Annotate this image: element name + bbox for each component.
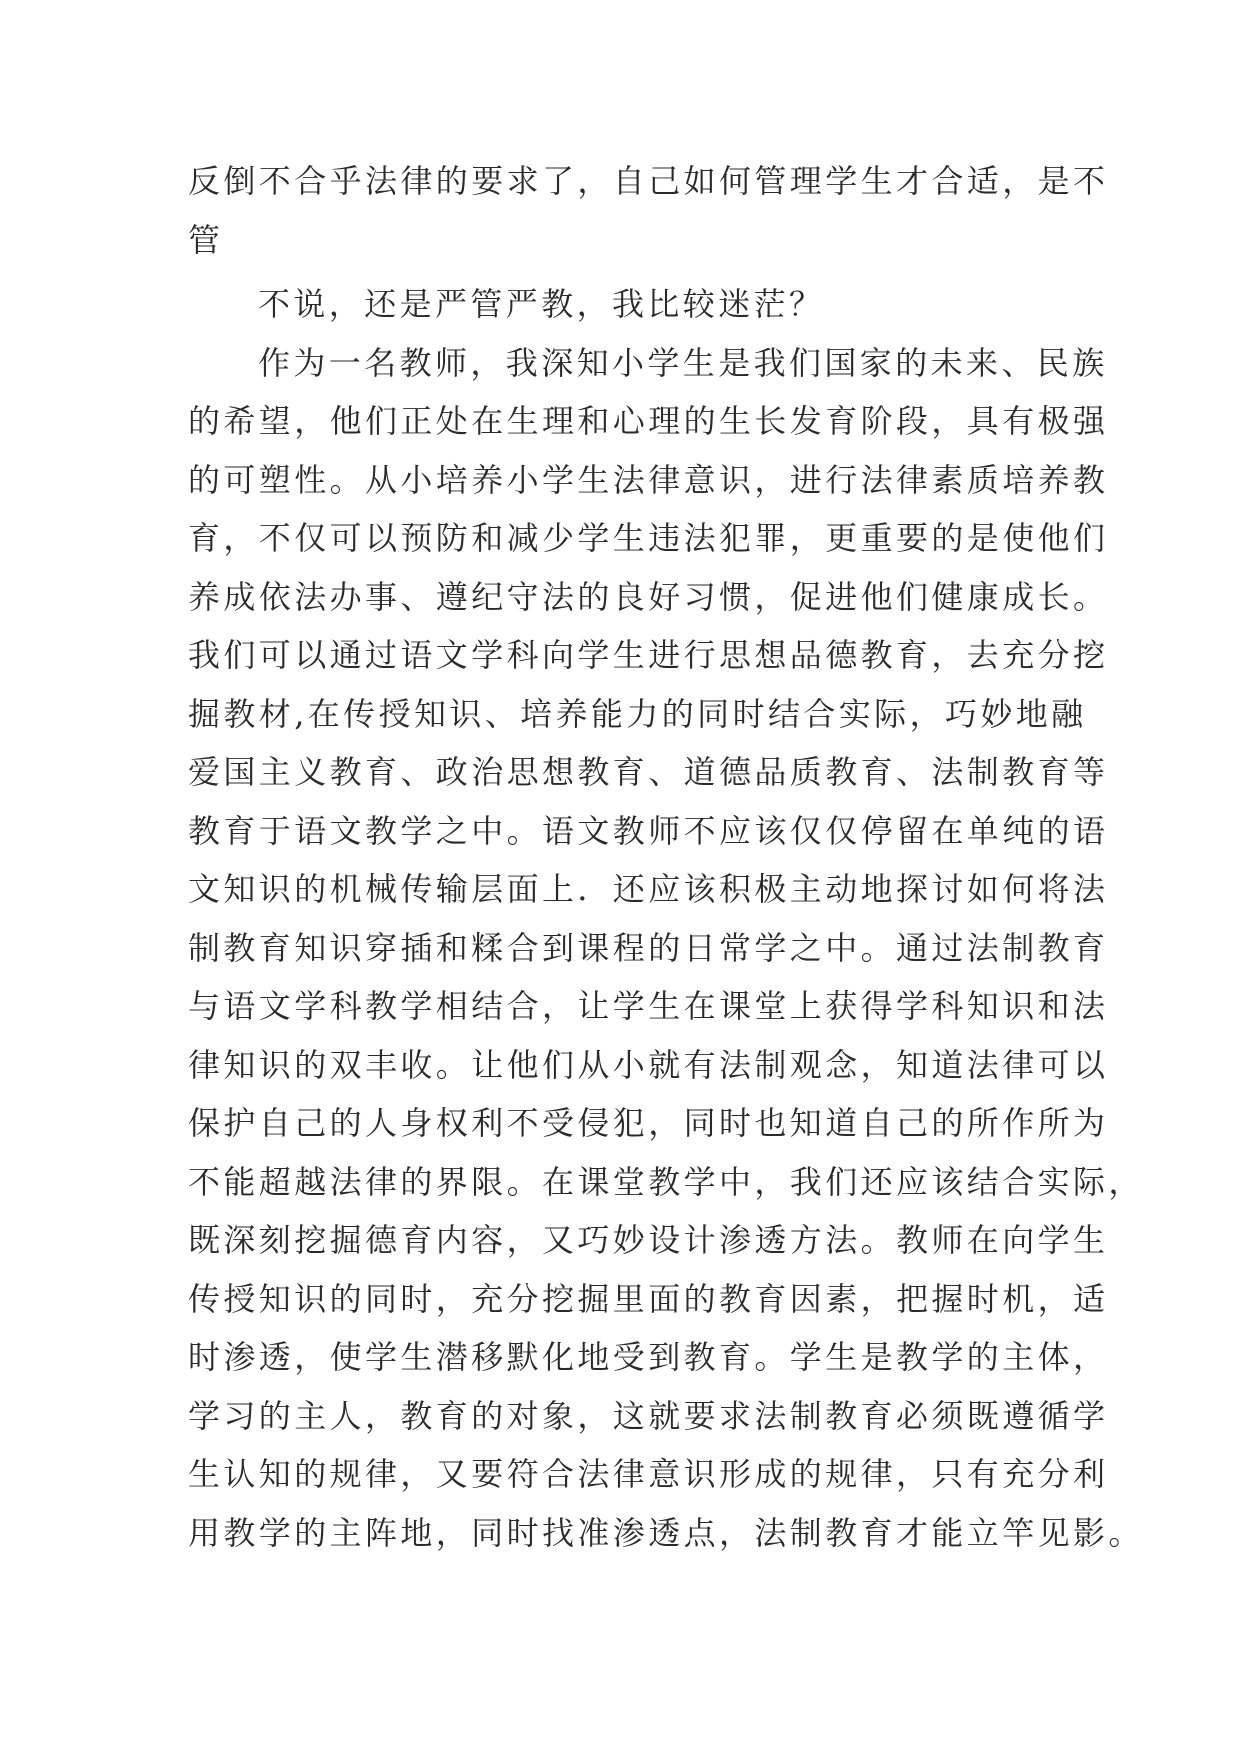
text-line: 育，不仅可以预防和减少学生违法犯罪，更重要的是使他们	[188, 519, 1109, 557]
text-line: 制教育知识穿插和糅合到课程的日常学之中。通过法制教育	[188, 928, 1109, 967]
text-line: 生认知的规律，又要符合法律意识形成的规律，只有充分利	[188, 1455, 1109, 1493]
text-line: 既深刻挖掘德育内容，又巧妙设计渗透方法。教师在向学生	[188, 1221, 1109, 1259]
text-line: 与语文学科教学相结合，让学生在课堂上获得学科知识和法	[188, 987, 1109, 1025]
text-line: 我们可以通过语文学科向学生进行思想品德教育，去充分挖	[188, 636, 1109, 674]
text-line: 不说，还是严管严教，我比较迷茫？	[258, 285, 825, 323]
text-line: 律知识的双丰收。让他们从小就有法制观念，知道法律可以	[188, 1045, 1109, 1084]
text-line: 不能超越法律的界限。在课堂教学中，我们还应该结合实际，	[188, 1162, 1144, 1201]
text-line: 文知识的机械传输层面上．还应该积极主动地探讨如何将法	[188, 870, 1109, 908]
text-line: 作为一名教师，我深知小学生是我们国家的未来、民族	[258, 343, 1108, 382]
text-line: 学习的主人，教育的对象，这就要求法制教育必须既遵循学	[188, 1396, 1109, 1435]
text-line: 爱国主义教育、政治思想教育、道德品质教育、法制教育等	[188, 753, 1109, 791]
text-line: 时渗透，使学生潜移默化地受到教育。学生是教学的主体，	[188, 1338, 1109, 1376]
text-line: 保护自己的人身权利不受侵犯，同时也知道自己的所作所为	[188, 1104, 1109, 1142]
text-line: 反倒不合乎法律的要求了，自己如何管理学生才合适，是不	[188, 162, 1109, 200]
text-line: 用教学的主阵地，同时找准渗透点，法制教育才能立竿见影。	[188, 1513, 1144, 1552]
text-line: 传授知识的同时，充分挖掘里面的教育因素，把握时机，适	[188, 1279, 1109, 1318]
text-line: 的可塑性。从小培养小学生法律意识，进行法律素质培养教	[188, 460, 1109, 499]
text-line: 管	[188, 220, 224, 259]
text-line: 教育于语文教学之中。语文教师不应该仅仅停留在单纯的语	[188, 811, 1109, 850]
text-line: 掘教材,在传授知识、培养能力的同时结合实际，巧妙地融	[188, 694, 1087, 733]
text-line: 养成依法办事、遵纪守法的良好习惯，促进他们健康成长。	[188, 577, 1109, 616]
body-text	[188, 152, 1144, 1562]
text-line: 的希望，他们正处在生理和心理的生长发育阶段，具有极强	[188, 402, 1109, 440]
